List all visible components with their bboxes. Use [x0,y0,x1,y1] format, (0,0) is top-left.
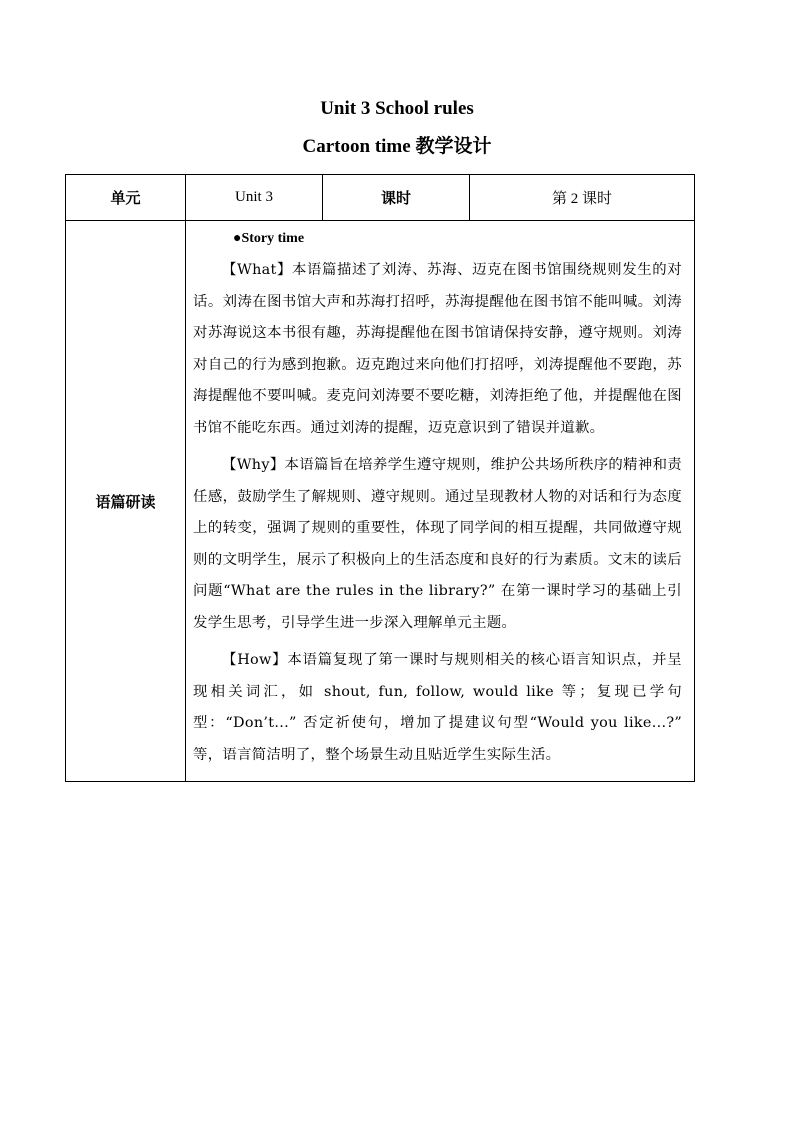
table-header-row [66,175,695,221]
paragraph-why: 【Why】本语篇旨在培养学生遵守规则，维护公共场所秩序的精神和责任感，鼓励学生了解规则、遵守规则。通过呈现教材人物的对话和行为态度上的转变，强调了规则的重要性，体现了同学间的相互提醒，共同做遵守规则的文明学生，展示了积极向上的生活态度和良好的行为素质。文末的读后问题“What are the rules in the library?” 在第一课时学习的基础上引发学生思考，引导学生进一步深入理解单元主题。 [193,457,682,631]
period-label: 课时 [323,175,470,221]
paragraph-what: 【What】本语篇描述了刘涛、苏海、迈克在图书馆围绕规则发生的对话。刘涛在图书馆大声和苏海打招呼，苏海提醒他在图书馆不能叫喊。刘涛对苏海说这本书很有趣，苏海提醒他在图书馆请保持安静，遵守规则。刘涛对自己的行为感到抱歉。迈克跑过来向他们打招呼，刘涛提醒他不要跑，苏海提醒他不要叫喊。麦克问刘涛要不要吃糖，刘涛拒绝了他，并提醒他在图书馆不能吃东西。通过刘涛的提醒，迈克意识到了错误并道歉。 [193,262,682,436]
unit-label: 单元 [66,175,186,221]
period-value: 第 2 课时 [470,175,695,221]
story-time-heading: ●Story time [233,231,305,246]
lesson-table [65,174,695,782]
section-content [186,221,695,782]
unit-value: Unit 3 [186,175,323,221]
table-content-row [66,221,695,782]
section-label: 语篇研读 [66,221,186,782]
document-title: Unit 3 School rules [320,98,474,119]
paragraph-how: 【How】本语篇复现了第一课时与规则相关的核心语言知识点，并呈现相关词汇，如 shout, fun, follow, would like 等；复现已学句型：“Don’t...” 否定祈使句，增加了提建议句型“Would you like...?” 等，语言简洁明了，整个场景生动且贴近学生实际生活。 [193,652,682,763]
document-subtitle: Cartoon time 教学设计 [302,136,492,157]
